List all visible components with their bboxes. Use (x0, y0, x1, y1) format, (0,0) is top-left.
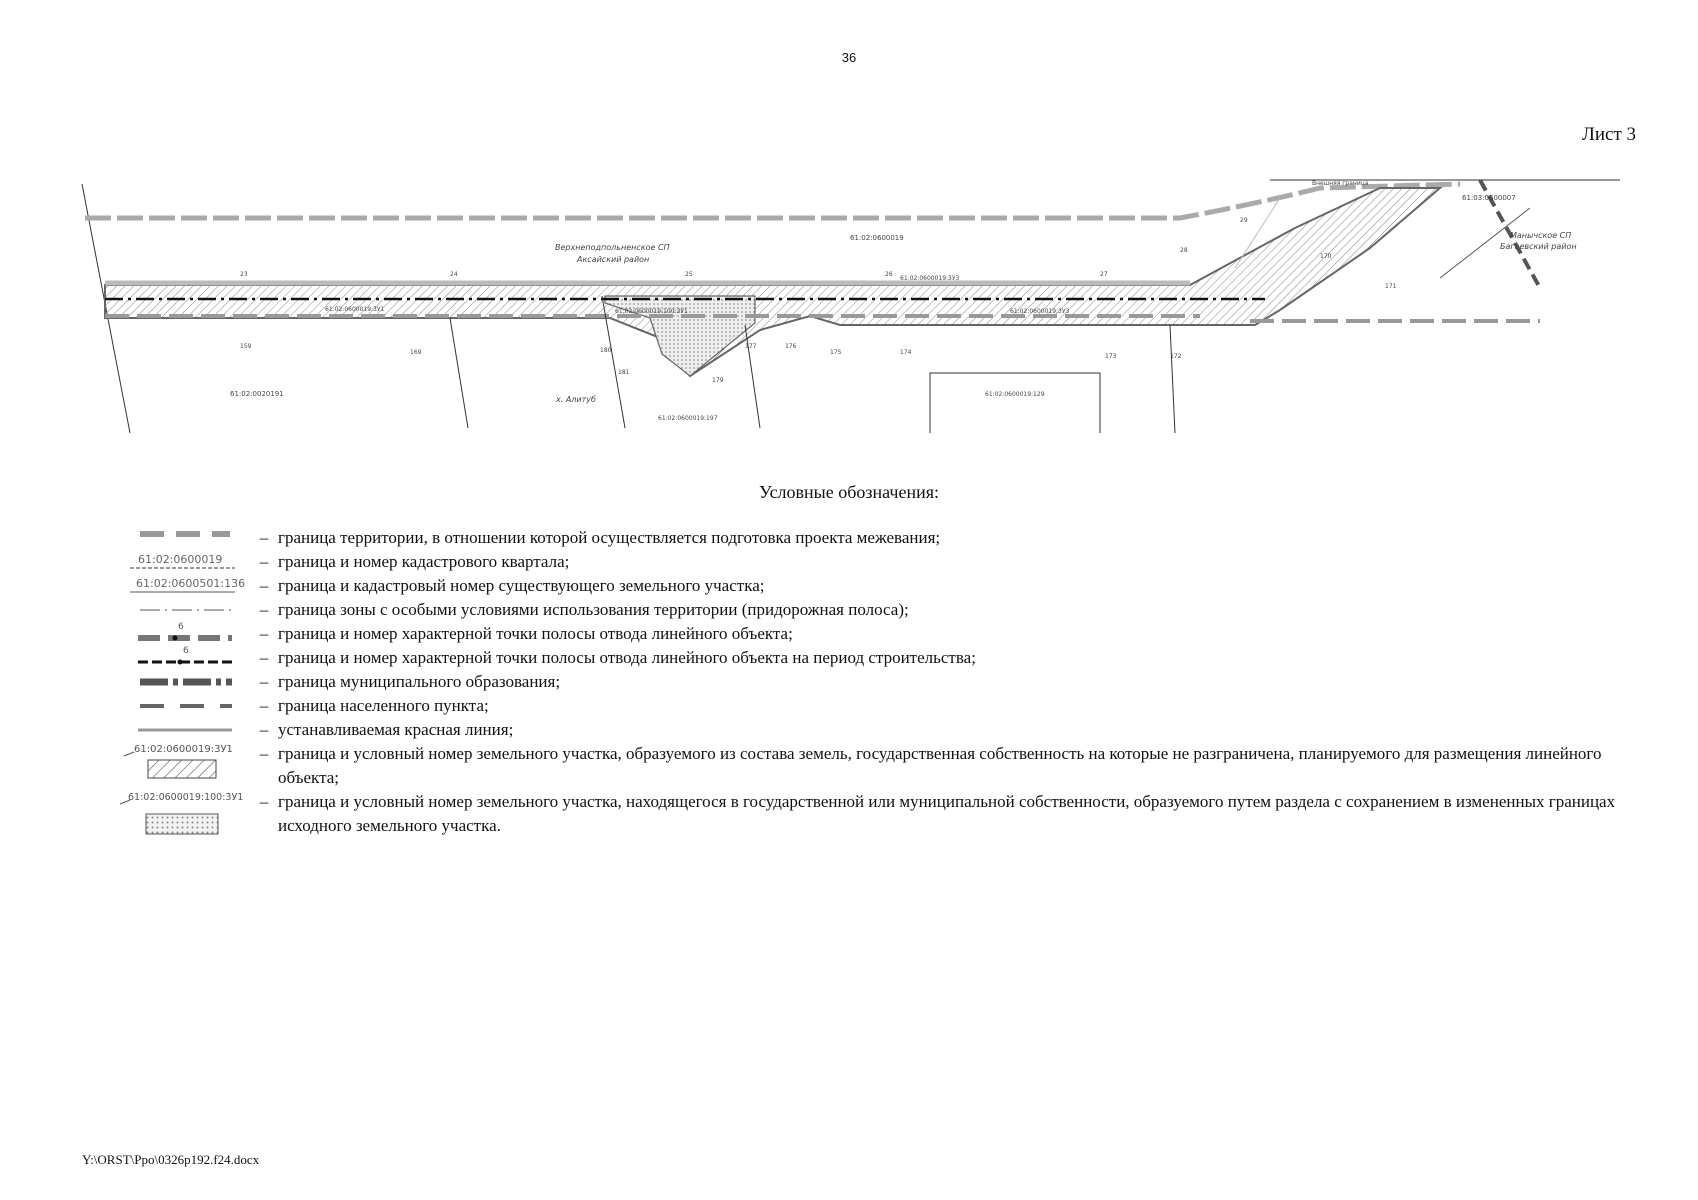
sheet-label: Лист 3 (1581, 124, 1636, 145)
map-point-label: 172 (1170, 353, 1182, 360)
legend-symbol-label: 61:02:0600019:100:3У1 (128, 792, 244, 803)
map-point-label: 171 (1385, 283, 1397, 290)
parcel-line (1170, 325, 1175, 433)
map-label-district-left: Аксайский район (577, 255, 650, 264)
map-point-label: 170 (1320, 253, 1332, 260)
legend-text: граница территории, в отношении которой осуществляется подготовка проекта межевания; (278, 528, 941, 547)
map-point-label: 29 (1240, 217, 1248, 224)
legend-text: граница и номер кадастрового квартала; (278, 552, 570, 571)
map-label-parcel: 61:02:0600019:100:3У1 (615, 308, 688, 315)
legend-dash: – (259, 672, 269, 691)
map-label-top-strip: Внешняя граница (1312, 180, 1369, 187)
legend-symbol-municipal-boundary (120, 670, 250, 694)
legend-symbol-red-line (120, 718, 250, 742)
legend-dash: – (259, 720, 269, 739)
legend-dash: – (259, 648, 269, 667)
map-point-label: 23 (240, 271, 248, 278)
map-label-parcel: 61:02:0600019:129 (985, 391, 1045, 398)
parcel-line (745, 325, 760, 428)
legend-symbol-territory-boundary (120, 526, 250, 550)
map-point-label: 180 (600, 347, 612, 354)
map-label-parcel: 61:02:0600019:3У3 (1010, 308, 1070, 315)
legend-symbol-quarter (120, 550, 250, 574)
map-label-district-right: Багаевский район (1500, 242, 1577, 251)
legend-symbol-label: 61:02:0600019:3У1 (134, 744, 233, 755)
map-label-settlement-left: Верхнеподпольненское СП (555, 243, 670, 252)
legend-item (120, 742, 1660, 790)
legend-item (120, 550, 1660, 574)
legend-symbol-settlement-boundary (120, 694, 250, 718)
map-label-quarter-right: 61:03:0600007 (1462, 194, 1516, 202)
map-point-label: 27 (1100, 271, 1108, 278)
legend-dash: – (259, 528, 269, 547)
map-point-label: 179 (712, 377, 724, 384)
parcel-line (450, 318, 468, 428)
map-point-label: 173 (1105, 353, 1117, 360)
page-number: 36 (841, 50, 857, 65)
legend-text: граница и номер характерной точки полосы отвода линейного объекта на период строительства; (278, 648, 976, 667)
map-label-parcel: 61:02:0600019:3У3 (900, 275, 960, 282)
footer-file-path: Y:\ORST\Ppo\0326p192.f24.docx (82, 1152, 260, 1167)
map-point-label: 177 (745, 343, 757, 350)
legend-symbol-roadside-zone (120, 598, 250, 622)
map-point-label: 169 (410, 349, 422, 356)
legend-symbol-construction-point (120, 646, 250, 670)
legend-dash: – (259, 552, 269, 571)
legend-text: граница муниципального образования; (278, 672, 561, 691)
legend-text: граница и номер характерной точки полосы отвода линейного объекта; (278, 624, 793, 643)
legend-item (120, 526, 1660, 550)
legend-item (120, 694, 1660, 718)
legend-symbol-label: 6 (178, 622, 184, 632)
legend-symbol-new-parcel-dotted (120, 790, 250, 838)
legend-item (120, 670, 1660, 694)
legend-text: граница и кадастровый номер существующего земельного участка; (278, 576, 765, 595)
legend-dash: – (259, 600, 269, 619)
legend-dash: – (259, 792, 269, 811)
legend-text: граница и условный номер земельного участка, находящегося в государственной или муниципальной собственности, образуемого путем раздела с сохранением в измененных границах исходного земельного участка. (278, 792, 1616, 835)
legend-item (120, 574, 1660, 598)
legend-symbol-parcel (120, 574, 250, 598)
map-label-quarter-bottom: 61:02:0020191 (230, 390, 284, 398)
legend-text: граница зоны с особыми условиями использования территории (придорожная полоса); (278, 600, 909, 619)
map-point-label: 176 (785, 343, 797, 350)
map-point-label: 175 (830, 349, 842, 356)
legend-dash: – (259, 744, 269, 763)
map-label-quarter: 61:02:0600019 (850, 234, 904, 242)
legend-symbol-label: 6 (183, 646, 189, 656)
map-point-label: 26 (885, 271, 893, 278)
parcel-line (930, 373, 1100, 433)
map-point-label: 159 (240, 343, 252, 350)
map-label-river: х. Алитуб (556, 395, 596, 404)
legend-symbol-new-parcel-hatched (120, 742, 250, 790)
legend-dash: – (259, 696, 269, 715)
legend-text: граница населенного пункта; (278, 696, 489, 715)
map-point-label: 174 (900, 349, 912, 356)
legend-item (120, 718, 1660, 742)
legend-item (120, 790, 1660, 838)
legend-text: граница и условный номер земельного участка, образуемого из состава земель, государственная собственность на которые не разграничена, планируемого для размещения линейного объекта; (278, 744, 1602, 787)
legend-text: устанавливаемая красная линия; (278, 720, 514, 739)
legend-item (120, 622, 1660, 646)
legend-symbol-right-of-way-point (120, 622, 250, 646)
legend-item (120, 598, 1660, 622)
map-label-parcel: 61:02:0600019:3У1 (325, 306, 385, 313)
map-point-label: 181 (618, 369, 630, 376)
map-label-settlement-right: Манычское СП (1510, 231, 1572, 240)
legend-symbol-label: 61:02:0600019 (138, 553, 223, 566)
map-plan (80, 178, 1660, 438)
quarter-boundary (85, 184, 1460, 218)
legend-symbol-label: 61:02:0600501:136 (136, 577, 246, 590)
legend-title: Условные обозначения: (758, 482, 940, 502)
legend-item (120, 646, 1660, 670)
map-point-label: 24 (450, 271, 458, 278)
legend-dash: – (259, 576, 269, 595)
map-point-label: 25 (685, 271, 693, 278)
legend-dash: – (259, 624, 269, 643)
map-point-label: 28 (1180, 247, 1188, 254)
map-label-parcel: 61:02:0600019:197 (658, 415, 718, 422)
legend (120, 526, 1660, 838)
